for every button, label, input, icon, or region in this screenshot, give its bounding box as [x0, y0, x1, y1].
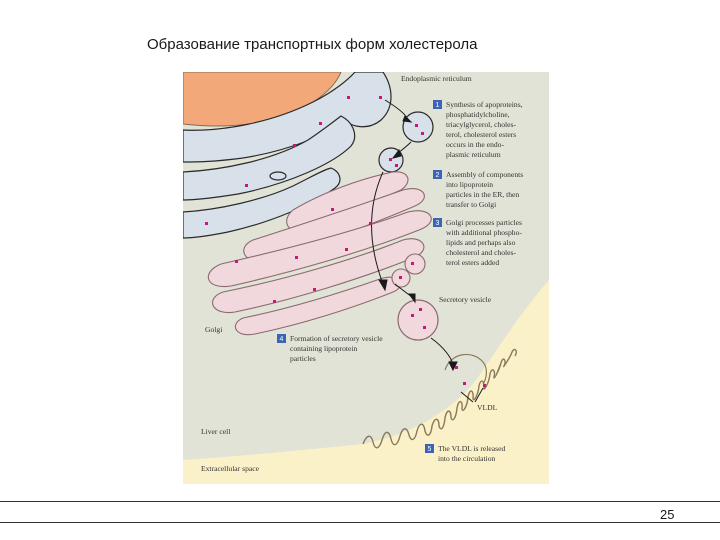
- step-text-line: The VLDL is released: [438, 444, 506, 453]
- label-secretory-vesicle: Secretory vesicle: [439, 295, 492, 304]
- step-text-line: Golgi processes particles: [446, 218, 522, 227]
- label-vldl: VLDL: [477, 403, 498, 412]
- label-er: Endoplasmic reticulum: [401, 74, 472, 83]
- particle: [395, 164, 398, 167]
- step-text-line: into the circulation: [438, 454, 496, 463]
- particle: [369, 222, 372, 225]
- particle: [345, 248, 348, 251]
- vldl-assembly-diagram: [183, 72, 549, 484]
- step-text-line: transfer to Golgi: [446, 200, 497, 209]
- step-number: 1: [435, 102, 440, 109]
- secretory-vesicle: [398, 300, 438, 340]
- particle: [245, 184, 248, 187]
- diagram-canvas: [183, 72, 549, 484]
- slide-title: Образование транспортных форм холестерола: [147, 36, 478, 53]
- page-number: 25: [660, 507, 675, 522]
- step-text-line: plasmic reticulum: [446, 150, 501, 159]
- golgi-vesicle-1: [405, 254, 425, 274]
- label-liver-cell: Liver cell: [201, 427, 231, 436]
- particle: [455, 366, 458, 369]
- step-text-line: containing lipoprotein: [290, 344, 358, 353]
- step-text-line: particles in the ER, then: [446, 190, 520, 199]
- label-golgi: Golgi: [205, 325, 223, 334]
- footer-divider-top: [0, 501, 720, 502]
- step-text-line: into lipoprotein: [446, 180, 494, 189]
- particle: [293, 144, 296, 147]
- particle: [411, 262, 414, 265]
- particle: [331, 208, 334, 211]
- particle: [319, 122, 322, 125]
- step-5: [425, 444, 505, 463]
- step-text-line: terol, cholesterol esters: [446, 130, 517, 139]
- er-vesicle-small: [270, 172, 286, 180]
- particle: [235, 260, 238, 263]
- step-text-line: lipids and perhaps also: [446, 238, 516, 247]
- step-text-line: Formation of secretory vesicle: [290, 334, 383, 343]
- step-text-line: Assembly of components: [446, 170, 524, 179]
- particle: [415, 124, 418, 127]
- step-text-line: with additional phospho-: [446, 228, 522, 237]
- step-text-line: triacylglycerol, choles-: [446, 120, 517, 129]
- particle: [411, 314, 414, 317]
- particle: [273, 300, 276, 303]
- step-number: 4: [279, 336, 284, 343]
- particle: [205, 222, 208, 225]
- particle: [347, 96, 350, 99]
- particle: [313, 288, 316, 291]
- particle: [483, 384, 486, 387]
- particle: [421, 132, 424, 135]
- step-text-line: occurs in the endo-: [446, 140, 504, 149]
- particle: [463, 382, 466, 385]
- step-text-line: phosphatidylcholine,: [446, 110, 510, 119]
- particle: [379, 96, 382, 99]
- step-text-line: particles: [290, 354, 316, 363]
- step-number: 3: [435, 220, 440, 227]
- step-text-line: Synthesis of apoproteins,: [446, 100, 523, 109]
- step-number: 5: [427, 446, 432, 453]
- particle: [423, 326, 426, 329]
- particle: [295, 256, 298, 259]
- step-text-line: cholesterol and choles-: [446, 248, 517, 257]
- footer-divider-bottom: [0, 522, 720, 523]
- label-extracellular-space: Extracellular space: [201, 464, 259, 473]
- particle: [389, 158, 392, 161]
- step-number: 2: [435, 172, 440, 179]
- particle: [399, 276, 402, 279]
- particle: [419, 308, 422, 311]
- step-text-line: terol esters added: [446, 258, 500, 267]
